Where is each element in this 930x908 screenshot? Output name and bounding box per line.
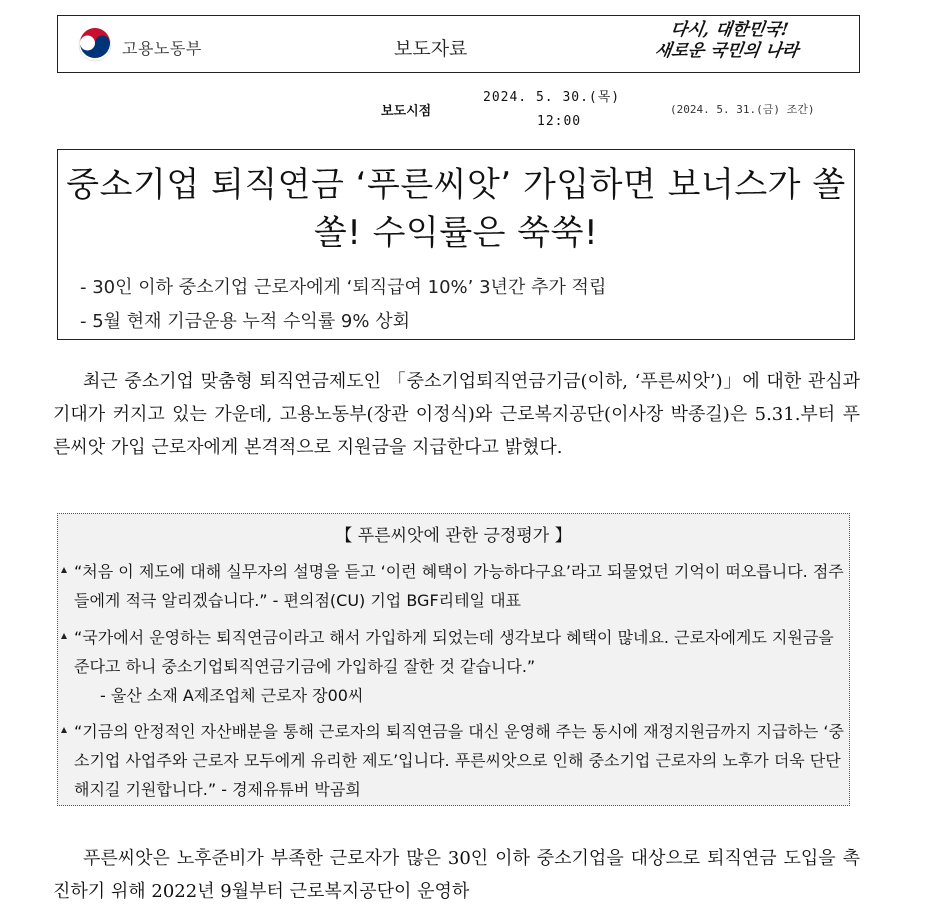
testimonial-box (57, 513, 850, 806)
release-time: 12:00 (537, 114, 582, 129)
document-type: 보도자료 (394, 38, 468, 60)
title-box (57, 149, 855, 340)
testimonial-text: “처음 이 제도에 대해 실무자의 설명을 듣고 ‘이런 혜택이 가능하다구요’라고 되물었던 기억이 떠오릅니다. 점주들에게 적극 알리겠습니다.” (74, 562, 844, 610)
subheadline-2: - 5월 현재 기금운용 누적 수익률 9% 상회 (80, 311, 410, 332)
triangle-bullet-icon (61, 633, 67, 639)
testimonial-attribution: - 경제유튜버 박곰희 (221, 780, 361, 799)
body-paragraph-2: 푸른씨앗은 노후준비가 부족한 근로자가 많은 30인 이하 중소기업을 대상으로 퇴직연금 도입을 촉진하기 위해 2022년 9월부터 근로복지공단이 운영하 (53, 848, 860, 902)
testimonial-attribution: - 울산 소재 A제조업체 근로자 장00씨 (100, 686, 364, 705)
subheadline-1: - 30인 이하 중소기업 근로자에게 ‘퇴직급여 10%’ 3년간 추가 적립 (80, 277, 607, 298)
testimonial-attribution: - 편의점(CU) 기업 BGF리테일 대표 (272, 591, 522, 610)
triangle-bullet-icon (61, 727, 67, 733)
testimonial-heading: 【 푸른씨앗에 관한 긍정평가 】 (335, 526, 572, 546)
header-box (57, 15, 860, 73)
testimonial-item (58, 557, 848, 615)
testimonial-text: “국가에서 운영하는 퇴직연금이라고 해서 가입하게 되었는데 생각보다 혜택이 많네요. 근로자에게도 지원금을 준다고 하니 중소기업퇴직연금기금에 가입하길 잘한 것 같습니다.” (74, 628, 834, 676)
ministry-logo-icon (78, 28, 112, 62)
triangle-bullet-icon (61, 567, 67, 573)
testimonial-text: “기금의 안정적인 자산배분을 통해 근로자의 퇴직연금을 대신 운영해 주는 동시에 재정지원금까지 지급하는 ‘중소기업 사업주와 근로자 모두에게 유리한 제도’입니다. 푸른씨앗으로 인해 중소기업 근로자의 노후가 더욱 단단해지길 기원합니다.” (74, 722, 844, 799)
slogan (625, 20, 831, 62)
release-label: 보도시점 (381, 104, 432, 119)
testimonial-item (58, 717, 848, 804)
release-date: 2024. 5. 30.(목) (483, 90, 621, 105)
embargo-note: (2024. 5. 31.(금) 조간) (670, 103, 815, 116)
body-paragraph-1: 최근 중소기업 맞춤형 퇴직연금제도인 「중소기업퇴직연금기금(이하, ‘푸른씨앗’)」에 대한 관심과 기대가 커지고 있는 가운데, 고용노동부(장관 이정식)와 근로복지공단(이사장 박종길)은 5.31.부터 푸른씨앗 가입 근로자에게 본격적으로 지원금을 지급한다고 밝혔다. (53, 371, 860, 458)
testimonial-item (58, 623, 848, 710)
headline: 중소기업 퇴직연금 ‘푸른씨앗’ 가입하면 보너스가 쏠쏠! 수익률은 쑥쑥! (66, 165, 846, 253)
slogan-line-1: 다시, 대한민국! (669, 20, 790, 40)
ministry-name: 고용노동부 (122, 39, 202, 58)
slogan-line-2: 새로운 국민의 나라 (653, 41, 800, 61)
